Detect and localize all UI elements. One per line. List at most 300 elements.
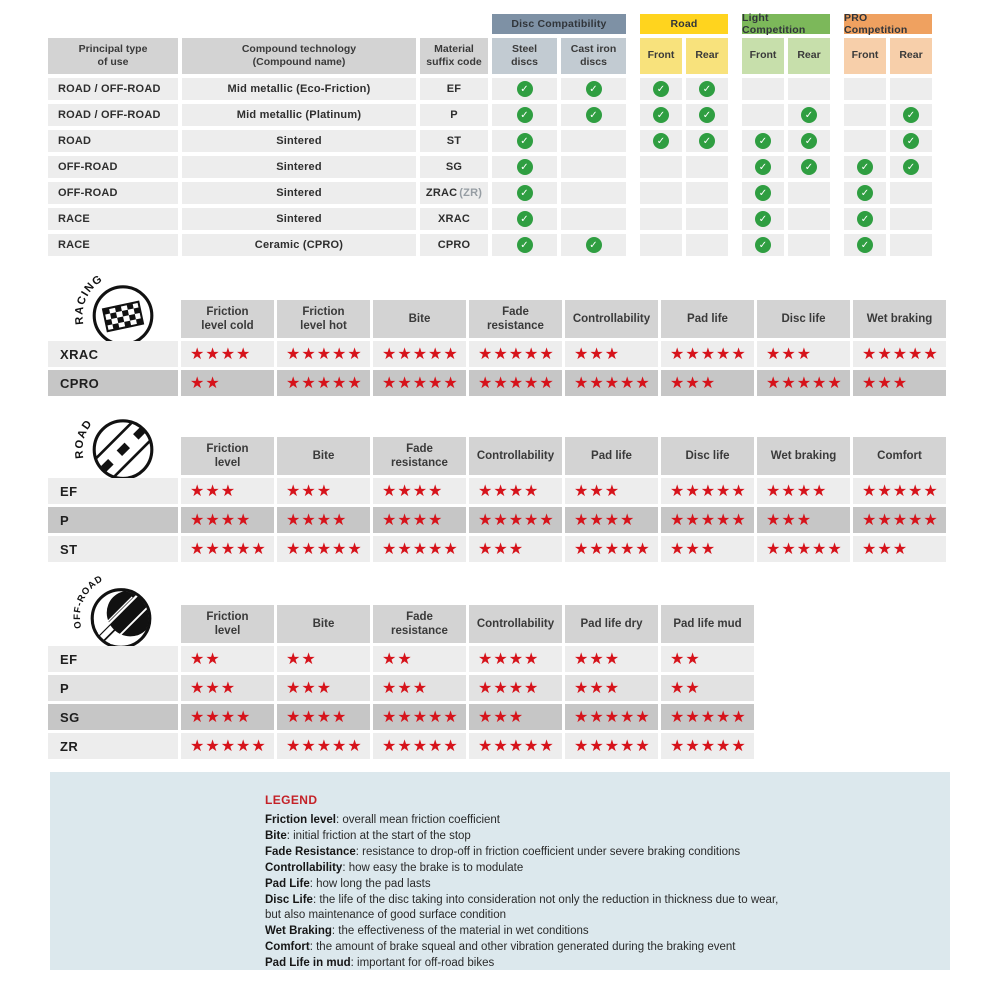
compat-check-cell xyxy=(742,182,784,204)
rating-column-header: Pad life xyxy=(565,437,658,475)
star-rating-cell xyxy=(373,478,466,504)
compat-check-cell xyxy=(844,234,886,256)
star-rating-cell xyxy=(277,370,370,396)
rating-column-header: Disc life xyxy=(757,300,850,338)
legend-term: Fade Resistance xyxy=(265,845,356,858)
compound-code-cell: EF xyxy=(48,478,178,504)
legend-term: Wet Braking xyxy=(265,925,332,938)
compat-empty-cell xyxy=(890,234,932,256)
compat-empty-cell xyxy=(640,234,682,256)
use-cell: ROAD xyxy=(48,130,178,152)
star-icons: ★★★ xyxy=(670,373,717,392)
road-ratings-table xyxy=(48,437,946,562)
star-icons: ★★★ xyxy=(574,678,621,697)
check-icon: ✓ xyxy=(857,185,873,201)
compat-check-cell xyxy=(742,208,784,230)
legend-term: Pad Life xyxy=(265,877,310,890)
star-icons: ★★ xyxy=(670,649,701,668)
star-icons: ★★★ xyxy=(574,649,621,668)
star-rating-cell xyxy=(757,370,850,396)
check-icon: ✓ xyxy=(903,107,919,123)
compat-empty-cell xyxy=(844,104,886,126)
legend-entry xyxy=(265,861,950,877)
legend-term: Pad Life in mud xyxy=(265,957,351,970)
compat-empty-cell xyxy=(890,78,932,100)
star-rating-cell xyxy=(277,646,370,672)
legend-term: Bite xyxy=(265,829,287,842)
rating-column-header: Friction level xyxy=(181,437,274,475)
racing-section-label: RACING xyxy=(74,272,106,326)
road-section-label: ROAD xyxy=(74,417,96,460)
compat-empty-cell xyxy=(561,130,626,152)
legend-desc: : overall mean friction coefficient xyxy=(335,814,500,826)
star-icons: ★★★ xyxy=(478,707,525,726)
legend-desc: : resistance to drop-off in friction coefficient under severe braking conditions xyxy=(355,845,741,858)
star-rating-cell xyxy=(181,536,274,562)
compat-check-cell xyxy=(561,104,626,126)
check-icon: ✓ xyxy=(857,237,873,253)
star-rating-cell xyxy=(565,704,658,730)
suffix-cell: ST xyxy=(420,130,488,152)
column-header: Material suffix code xyxy=(420,38,488,74)
star-rating-cell xyxy=(277,507,370,533)
compat-empty-cell xyxy=(686,208,728,230)
star-icons: ★★★★★ xyxy=(382,373,459,392)
star-icons: ★★★ xyxy=(190,678,237,697)
racing-ratings-table xyxy=(48,300,946,396)
star-icons: ★★★★★ xyxy=(670,707,747,726)
use-cell: OFF-ROAD xyxy=(48,156,178,178)
star-icons: ★★★★ xyxy=(286,707,348,726)
star-rating-cell xyxy=(277,478,370,504)
compat-check-cell xyxy=(492,156,557,178)
column-header: Rear xyxy=(788,38,830,74)
rating-column-header: Fade resistance xyxy=(469,300,562,338)
star-icons: ★★★★★ xyxy=(670,736,747,755)
compound-code-cell: SG xyxy=(48,704,178,730)
compound-code-cell: EF xyxy=(48,646,178,672)
star-icons: ★★★★★ xyxy=(574,736,651,755)
legend-desc: : the life of the disc taking into consideration not only the reduction in thickness due to wear, xyxy=(312,893,779,906)
column-header: Principal type of use xyxy=(48,38,178,74)
use-cell: OFF-ROAD xyxy=(48,182,178,204)
compound-code-cell: CPRO xyxy=(48,370,178,396)
use-cell: RACE xyxy=(48,234,178,256)
check-icon: ✓ xyxy=(699,81,715,97)
star-rating-cell xyxy=(757,536,850,562)
compat-empty-cell xyxy=(788,78,830,100)
compat-empty-cell xyxy=(890,208,932,230)
legend-term: Friction level xyxy=(265,814,336,826)
group-header: Light Competition xyxy=(742,14,830,34)
star-rating-cell xyxy=(181,704,274,730)
legend-desc: but also maintenance of good surface condition xyxy=(265,909,507,922)
star-rating-cell xyxy=(661,478,754,504)
star-icons: ★★★ xyxy=(862,539,909,558)
star-icons: ★★★★★ xyxy=(478,373,555,392)
check-icon: ✓ xyxy=(517,133,533,149)
compat-check-cell xyxy=(561,78,626,100)
compat-check-cell xyxy=(890,156,932,178)
compat-check-cell xyxy=(492,208,557,230)
rating-column-header: Bite xyxy=(277,605,370,643)
column-header: Rear xyxy=(890,38,932,74)
legend-entry xyxy=(265,956,950,972)
rating-column-header: Fade resistance xyxy=(373,437,466,475)
compat-check-cell xyxy=(844,208,886,230)
suffix-cell: EF xyxy=(420,78,488,100)
compat-check-cell xyxy=(788,104,830,126)
suffix-cell: P xyxy=(420,104,488,126)
star-rating-cell xyxy=(469,341,562,367)
check-icon: ✓ xyxy=(699,133,715,149)
star-rating-cell xyxy=(565,370,658,396)
compound-code-cell: ZR xyxy=(48,733,178,759)
suffix-cell: ZRAC (ZR) xyxy=(420,182,488,204)
star-icons: ★★★★★ xyxy=(190,736,267,755)
star-rating-cell xyxy=(757,507,850,533)
star-icons: ★★★ xyxy=(478,539,525,558)
compound-code-cell: P xyxy=(48,507,178,533)
legend-panel xyxy=(50,772,950,970)
compat-check-cell xyxy=(742,234,784,256)
legend-desc: : the amount of brake squeal and other vibration generated during the braking event xyxy=(309,941,736,954)
rating-column-header: Controllability xyxy=(469,437,562,475)
compat-empty-cell xyxy=(788,208,830,230)
star-rating-cell xyxy=(565,478,658,504)
star-rating-cell xyxy=(181,675,274,701)
legend-entry xyxy=(265,893,950,909)
check-icon: ✓ xyxy=(653,133,669,149)
compat-check-cell xyxy=(788,156,830,178)
compat-empty-cell xyxy=(640,208,682,230)
compat-check-cell xyxy=(844,182,886,204)
compat-check-cell xyxy=(890,130,932,152)
star-icons: ★★★★★ xyxy=(862,344,939,363)
compat-empty-cell xyxy=(788,234,830,256)
star-rating-cell xyxy=(661,507,754,533)
star-icons: ★★★★★ xyxy=(382,707,459,726)
star-icons: ★★★ xyxy=(190,481,237,500)
legend-term: Disc Life xyxy=(265,893,313,906)
rating-column-header: Friction level xyxy=(181,605,274,643)
technology-cell: Mid metallic (Platinum) xyxy=(182,104,416,126)
star-rating-cell xyxy=(469,370,562,396)
star-rating-cell xyxy=(757,341,850,367)
legend-desc: : how long the pad lasts xyxy=(309,877,431,890)
star-icons: ★★★★★ xyxy=(286,344,363,363)
check-icon: ✓ xyxy=(755,133,771,149)
star-rating-cell xyxy=(373,370,466,396)
check-icon: ✓ xyxy=(586,81,602,97)
suffix-cell: XRAC xyxy=(420,208,488,230)
compat-check-cell xyxy=(492,104,557,126)
star-icons: ★★★ xyxy=(574,344,621,363)
column-header: Cast iron discs xyxy=(561,38,626,74)
star-rating-cell xyxy=(373,341,466,367)
star-rating-cell xyxy=(373,733,466,759)
star-icons: ★★★ xyxy=(382,678,429,697)
offroad-section-label: OFF-ROAD xyxy=(72,573,105,630)
group-header: PRO Competition xyxy=(844,14,932,34)
star-rating-cell xyxy=(565,536,658,562)
legend-entry xyxy=(265,924,950,940)
rating-column-header: Friction level hot xyxy=(277,300,370,338)
compatibility-table xyxy=(48,14,932,256)
technology-cell: Ceramic (CPRO) xyxy=(182,234,416,256)
star-rating-cell xyxy=(853,507,946,533)
star-rating-cell xyxy=(469,646,562,672)
compat-check-cell xyxy=(686,130,728,152)
compat-check-cell xyxy=(492,78,557,100)
compat-check-cell xyxy=(686,104,728,126)
check-icon: ✓ xyxy=(517,237,533,253)
star-rating-cell xyxy=(277,536,370,562)
star-rating-cell xyxy=(469,704,562,730)
star-icons: ★★★★★ xyxy=(382,344,459,363)
compat-check-cell xyxy=(844,156,886,178)
rating-column-header: Bite xyxy=(277,437,370,475)
star-icons: ★★ xyxy=(190,373,221,392)
star-icons: ★★ xyxy=(286,649,317,668)
offroad-ratings-table xyxy=(48,605,754,759)
check-icon: ✓ xyxy=(517,211,533,227)
compat-empty-cell xyxy=(640,156,682,178)
star-icons: ★★★★★ xyxy=(862,481,939,500)
compat-empty-cell xyxy=(742,104,784,126)
star-icons: ★★★ xyxy=(766,344,813,363)
check-icon: ✓ xyxy=(857,211,873,227)
star-icons: ★★★★★ xyxy=(766,539,843,558)
compat-empty-cell xyxy=(686,234,728,256)
use-cell: ROAD / OFF-ROAD xyxy=(48,104,178,126)
star-rating-cell xyxy=(661,536,754,562)
legend-entry xyxy=(265,845,950,861)
rating-column-header: Wet braking xyxy=(853,300,946,338)
star-rating-cell xyxy=(469,507,562,533)
compat-empty-cell xyxy=(561,156,626,178)
star-rating-cell xyxy=(661,341,754,367)
check-icon: ✓ xyxy=(755,237,771,253)
star-rating-cell xyxy=(469,733,562,759)
star-icons: ★★★ xyxy=(670,539,717,558)
star-icons: ★★★★★ xyxy=(766,373,843,392)
check-icon: ✓ xyxy=(857,159,873,175)
technology-cell: Sintered xyxy=(182,208,416,230)
star-rating-cell xyxy=(181,646,274,672)
compat-check-cell xyxy=(640,104,682,126)
star-rating-cell xyxy=(565,507,658,533)
star-icons: ★★★★★ xyxy=(286,736,363,755)
star-rating-cell xyxy=(565,675,658,701)
check-icon: ✓ xyxy=(699,107,715,123)
rating-column-header: Controllability xyxy=(565,300,658,338)
star-rating-cell xyxy=(565,733,658,759)
star-icons: ★★★★★ xyxy=(382,539,459,558)
star-icons: ★★★ xyxy=(574,481,621,500)
use-cell: RACE xyxy=(48,208,178,230)
rating-column-header: Wet braking xyxy=(757,437,850,475)
star-icons: ★★★★★ xyxy=(574,707,651,726)
star-icons: ★★★★ xyxy=(574,510,636,529)
technology-cell: Sintered xyxy=(182,182,416,204)
star-icons: ★★★★ xyxy=(478,678,540,697)
rating-column-header: Pad life xyxy=(661,300,754,338)
star-icons: ★★★★★ xyxy=(670,510,747,529)
check-icon: ✓ xyxy=(653,107,669,123)
column-header: Front xyxy=(742,38,784,74)
star-icons: ★★★★ xyxy=(190,510,252,529)
compat-check-cell xyxy=(561,234,626,256)
legend-desc: : the effectiveness of the material in wet conditions xyxy=(331,925,589,938)
rating-column-header: Controllability xyxy=(469,605,562,643)
star-rating-cell xyxy=(277,675,370,701)
check-icon: ✓ xyxy=(903,159,919,175)
legend-term: Comfort xyxy=(265,941,310,954)
star-icons: ★★★★ xyxy=(190,344,252,363)
check-icon: ✓ xyxy=(801,159,817,175)
star-icons: ★★★★ xyxy=(286,510,348,529)
technology-cell: Sintered xyxy=(182,130,416,152)
star-rating-cell xyxy=(661,370,754,396)
star-icons: ★★★★ xyxy=(190,707,252,726)
star-rating-cell xyxy=(661,733,754,759)
rating-column-header: Pad life dry xyxy=(565,605,658,643)
check-icon: ✓ xyxy=(517,185,533,201)
legend-entry xyxy=(265,829,950,845)
star-icons: ★★★★★ xyxy=(574,539,651,558)
legend-entry xyxy=(265,877,950,893)
legend-desc: : initial friction at the start of the stop xyxy=(286,829,471,842)
star-rating-cell xyxy=(853,370,946,396)
compat-check-cell xyxy=(742,156,784,178)
star-rating-cell xyxy=(853,478,946,504)
star-rating-cell xyxy=(373,507,466,533)
legend-entry xyxy=(265,940,950,956)
star-icons: ★★★ xyxy=(286,678,333,697)
star-rating-cell xyxy=(565,341,658,367)
check-icon: ✓ xyxy=(517,107,533,123)
star-icons: ★★★★★ xyxy=(574,373,651,392)
technology-cell: Sintered xyxy=(182,156,416,178)
compat-check-cell xyxy=(492,234,557,256)
compat-empty-cell xyxy=(640,182,682,204)
check-icon: ✓ xyxy=(517,81,533,97)
legend-entry xyxy=(265,908,950,924)
column-header: Rear xyxy=(686,38,728,74)
legend-desc: : how easy the brake is to modulate xyxy=(342,861,524,874)
compat-check-cell xyxy=(492,130,557,152)
column-header: Steel discs xyxy=(492,38,557,74)
check-icon: ✓ xyxy=(517,159,533,175)
rating-column-header: Fade resistance xyxy=(373,605,466,643)
compat-check-cell xyxy=(742,130,784,152)
compat-check-cell xyxy=(640,78,682,100)
star-rating-cell xyxy=(373,536,466,562)
compat-empty-cell xyxy=(561,182,626,204)
group-header: Road xyxy=(640,14,728,34)
compat-check-cell xyxy=(788,130,830,152)
star-icons: ★★★★★ xyxy=(478,736,555,755)
star-icons: ★★★★ xyxy=(382,510,444,529)
column-header: Compound technology (Compound name) xyxy=(182,38,416,74)
star-icons: ★★★★★ xyxy=(286,373,363,392)
use-cell: ROAD / OFF-ROAD xyxy=(48,78,178,100)
star-icons: ★★★★★ xyxy=(670,344,747,363)
star-rating-cell xyxy=(469,536,562,562)
compat-check-cell xyxy=(890,104,932,126)
star-rating-cell xyxy=(469,478,562,504)
legend-term: Controllability xyxy=(265,861,343,874)
group-header: Disc Compatibility xyxy=(492,14,626,34)
compat-empty-cell xyxy=(742,78,784,100)
compound-code-cell: XRAC xyxy=(48,341,178,367)
legend-title: LEGEND xyxy=(265,793,318,807)
legend-desc: : important for off-road bikes xyxy=(350,957,495,970)
compat-empty-cell xyxy=(686,156,728,178)
rating-column-header: Friction level cold xyxy=(181,300,274,338)
star-icons: ★★★★★ xyxy=(382,736,459,755)
compat-empty-cell xyxy=(561,208,626,230)
compat-empty-cell xyxy=(844,78,886,100)
star-rating-cell xyxy=(661,704,754,730)
legend-entry xyxy=(265,813,950,829)
star-rating-cell xyxy=(661,646,754,672)
rating-column-header: Pad life mud xyxy=(661,605,754,643)
star-icons: ★★★★ xyxy=(382,481,444,500)
star-icons: ★★★ xyxy=(862,373,909,392)
star-icons: ★★★ xyxy=(766,510,813,529)
check-icon: ✓ xyxy=(755,159,771,175)
compat-empty-cell xyxy=(890,182,932,204)
star-icons: ★★★★★ xyxy=(670,481,747,500)
star-rating-cell xyxy=(853,341,946,367)
star-rating-cell xyxy=(853,536,946,562)
check-icon: ✓ xyxy=(586,237,602,253)
suffix-cell: SG xyxy=(420,156,488,178)
star-icons: ★★ xyxy=(382,649,413,668)
star-icons: ★★★★★ xyxy=(478,344,555,363)
star-icons: ★★★ xyxy=(286,481,333,500)
column-header: Front xyxy=(844,38,886,74)
star-rating-cell xyxy=(181,733,274,759)
star-icons: ★★★★ xyxy=(478,649,540,668)
star-rating-cell xyxy=(373,675,466,701)
column-header: Front xyxy=(640,38,682,74)
compat-check-cell xyxy=(686,78,728,100)
star-icons: ★★★★ xyxy=(478,481,540,500)
star-icons: ★★★★ xyxy=(766,481,828,500)
star-icons: ★★★★★ xyxy=(286,539,363,558)
star-rating-cell xyxy=(181,507,274,533)
compound-code-cell: ST xyxy=(48,536,178,562)
star-rating-cell xyxy=(181,478,274,504)
star-icons: ★★ xyxy=(670,678,701,697)
star-icons: ★★★★★ xyxy=(478,510,555,529)
check-icon: ✓ xyxy=(801,133,817,149)
star-rating-cell xyxy=(661,675,754,701)
star-icons: ★★★★★ xyxy=(862,510,939,529)
check-icon: ✓ xyxy=(755,185,771,201)
compat-empty-cell xyxy=(686,182,728,204)
check-icon: ✓ xyxy=(653,81,669,97)
compound-code-cell: P xyxy=(48,675,178,701)
star-icons: ★★ xyxy=(190,649,221,668)
compat-empty-cell xyxy=(788,182,830,204)
suffix-cell: CPRO xyxy=(420,234,488,256)
technology-cell: Mid metallic (Eco-Friction) xyxy=(182,78,416,100)
compat-empty-cell xyxy=(844,130,886,152)
